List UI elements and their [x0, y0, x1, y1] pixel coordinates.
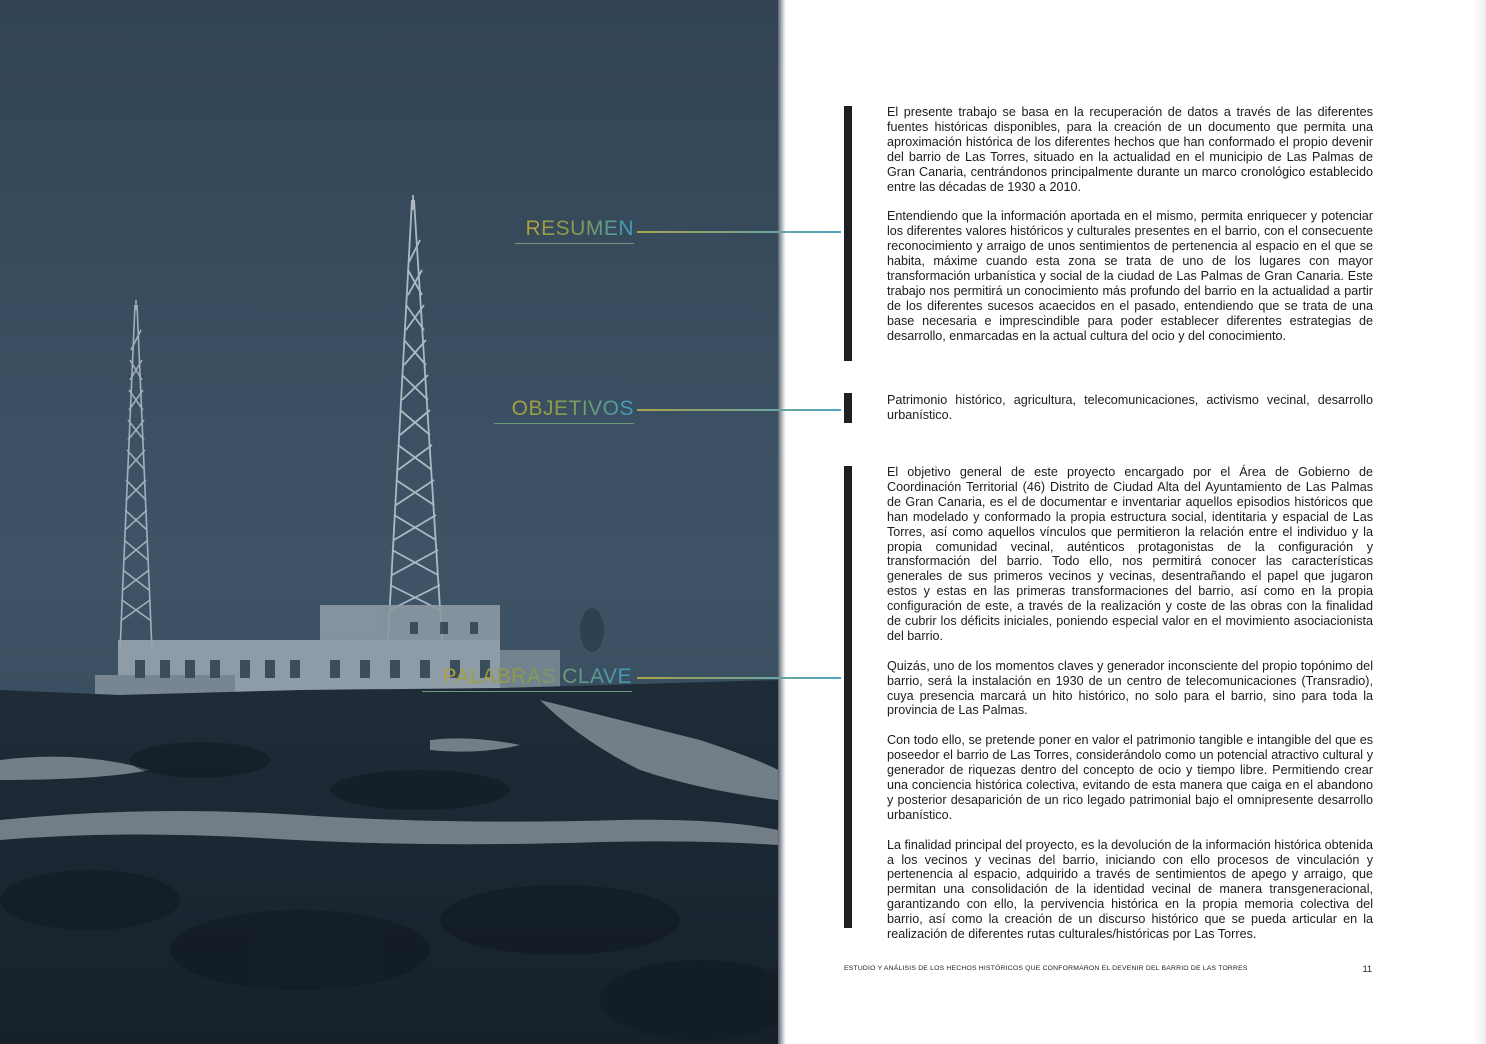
paragraph: El presente trabajo se basa en la recuperación de datos a través de las diferentes fuentes históricas disponibles, para la creación de un documento que permita una aproximación histórica de los diferentes hechos que han conformado el propio devenir del barrio de Las Torres, situado en la actualidad en el municipio de Las Palmas de Gran Canaria, centrándonos principalmente durante un marco cronológico establecido entre las décadas de 1930 a 2010. [887, 105, 1373, 194]
paragraph: Patrimonio histórico, agricultura, telecomunicaciones, activismo vecinal, desarrollo urbanístico. [887, 393, 1373, 422]
paragraph: Con todo ello, se pretende poner en valor el patrimonio tangible e intangible del que es poseedor el barrio de Las Torres, considerándolo como un potencial atractivo cultural y generador de riquezas dentro del concepto de ocio y tiempo libre. Permitiendo crear una conciencia histórica colectiva, evitando de esta manera que caiga en el abandono y posterior desaparición de un rico legado patrimonial bajo el omnipresente desarrollo urbanístico. [887, 733, 1373, 822]
paragraph: La finalidad principal del proyecto, es la devolución de la información histórica obtenida a los vecinos y vecinas del barrio, iniciando con ello procesos de vinculación y pertenencia al espacio, adquirido a través de sentimientos de apego y arraigo, que permitan una consolidación de la identidad vecinal de manera transgeneracional, garantizando con ello, la pervivencia histórica en la propia memoria colectiva del barrio, así como la creación de un discurso histórico que se pueda articular en la realización de diferentes rutas culturales/históricas por Las Torres. [887, 837, 1373, 942]
page-edge [1474, 0, 1486, 1044]
book-gutter [778, 0, 786, 1044]
palabras-clave-connector-line [637, 677, 841, 679]
objetivos-bar [844, 466, 852, 928]
objetivos-heading: OBJETIVOS [494, 397, 634, 424]
objetivos-text [887, 465, 1373, 957]
resumen-text [887, 105, 1373, 358]
keywords-text [887, 393, 1373, 438]
page-number: 11 [1362, 964, 1372, 974]
resumen-heading: RESUMEN [515, 217, 634, 244]
running-footer-title: ESTUDIO Y ANÁLISIS DE LOS HECHOS HISTÓRICOS QUE CONFORMARON EL DEVENIR DEL BARRIO DE LAS TORRES [844, 965, 1248, 972]
paragraph: Entendiendo que la información aportada en el mismo, permita enriquecer y potenciar los diferentes valores históricos y culturales presentes en el barrio, con el consecuente reconocimiento y arraigo de unos sentimientos de pertenencia al espacio en el que se habita, máxime cuando esta zona se trata de uno de los lugares con mayor transformación urbanística y social de la ciudad de Las Palmas de Gran Canaria. Este trabajo nos permitirá un conocimiento más profundo del barrio en la actualidad a partir de los diferentes sucesos acaecidos en el pasado, entendiendo que se trata de una base necesaria e imprescindible para poder establecer diferentes estrategias de desarrollo, enmarcadas en la actual cultura del ocio y del conocimiento. [887, 209, 1373, 343]
resumen-connector-line [637, 231, 841, 233]
paragraph: El objetivo general de este proyecto encargado por el Área de Gobierno de Coordinación Territorial (46) Distrito de Ciudad Alta del Ayuntamiento de Las Palmas de Gran Canaria, es el de documentar e inventariar aquellos episodios históricos que han modelado y conformado la propia estructura social, identitaria y espacial de Las Torres, así como aquellos vínculos que permitieron la relación entre el individuo y la propia comunidad vecinal, auténticos protagonistas de la configuración y transformación del barrio. Todo ello, nos permitirá conocer las características generales de sus primeros vecinos y vecinas, desentrañando el papel que jugaron estos y estas en las primeras transformaciones del barrio, así como en la propia configuración de este, a través de la realización y coste de las obras con la finalidad de cubrir los déficits iniciales, poniendo especial valor en el movimiento asociacionista del barrio. [887, 465, 1373, 643]
keywords-bar [844, 393, 852, 423]
palabras-clave-heading: PALABRAS CLAVE [422, 665, 632, 692]
resumen-bar [844, 106, 852, 361]
paragraph: Quizás, uno de los momentos claves y generador inconsciente del propio topónimo del barrio, será la instalación en 1930 de un centro de telecomunicaciones (Transradio), cuya presencia marcará un hito histórico, no solo para el barrio, sino para toda la provincia de Las Palmas. [887, 658, 1373, 718]
objetivos-connector-line [637, 409, 841, 411]
